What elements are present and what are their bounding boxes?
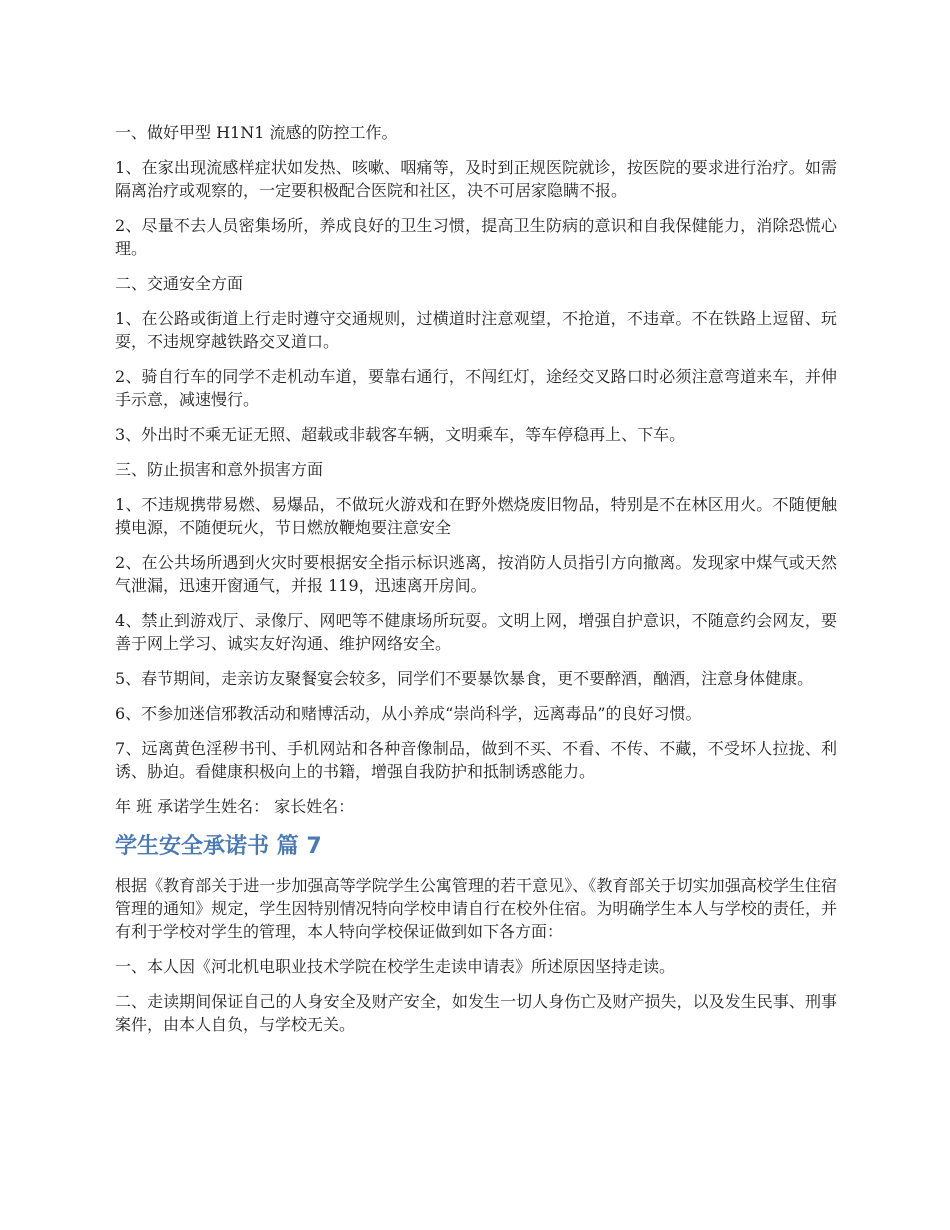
paragraph: 二、交通安全方面 bbox=[115, 274, 244, 293]
paragraph: 1、在公路或街道上行走时遵守交通规则，过横道时注意观望，不抢道，不违章。不在铁路上逗留、玩耍，不违规穿越铁路交叉道口。 bbox=[115, 309, 837, 351]
signature-line bbox=[115, 795, 837, 818]
paragraph: 二、走读期间保证自己的人身安全及财产安全，如发生一切人身伤亡及财产损失，以及发生民事、刑事案件，由本人自负，与学校无关。 bbox=[115, 992, 837, 1034]
paragraph: 2、在公共场所遇到火灾时要根据安全指示标识逃离，按消防人员指引方向撤离。发现家中煤气或天然气泄漏，迅速开窗通气，并报 119，迅速离开房间。 bbox=[115, 553, 837, 595]
section-heading: 学生安全承诺书 篇 7 bbox=[115, 834, 322, 859]
paragraph: 一、做好甲型 H1N1 流感的防控工作。 bbox=[115, 123, 398, 142]
paragraph: 7、远离黄色淫秽书刊、手机网站和各种音像制品，做到不买、不看、不传、不藏，不受坏人拉拢、利诱、胁迫。看健康积极向上的书籍，增强自我防护和抵制诱惑能力。 bbox=[115, 739, 837, 781]
paragraph: 一、本人因《河北机电职业技术学院在校学生走读申请表》所述原因坚持走读。 bbox=[115, 957, 676, 976]
paragraph: 1、不违规携带易燃、易爆品，不做玩火游戏和在野外燃烧废旧物品，特别是不在林区用火。不随便触摸电源，不随便玩火，节日燃放鞭炮要注意安全 bbox=[115, 495, 837, 537]
paragraph: 三、防止损害和意外损害方面 bbox=[115, 460, 324, 479]
document-page bbox=[115, 121, 837, 1048]
paragraph: 2、骑自行车的同学不走机动车道，要靠右通行，不闯红灯，途经交叉路口时必须注意弯道来车，并伸手示意，减速慢行。 bbox=[115, 367, 837, 409]
paragraph: 1、在家出现流感样症状如发热、咳嗽、咽痛等，及时到正规医院就诊，按医院的要求进行治疗。如需隔离治疗或观察的，一定要积极配合医院和社区，决不可居家隐瞒不报。 bbox=[115, 158, 837, 200]
paragraph: 2、尽量不去人员密集场所，养成良好的卫生习惯，提高卫生防病的意识和自我保健能力，消除恐慌心理。 bbox=[115, 216, 837, 258]
paragraph: 5、春节期间，走亲访友聚餐宴会较多，同学们不要暴饮暴食，更不要醉酒，酗酒，注意身体健康。 bbox=[115, 669, 814, 688]
signature-line-text: 年 班 承诺学生姓名： 家长姓名： bbox=[115, 797, 355, 816]
paragraph: 6、不参加迷信邪教活动和赌博活动，从小养成“崇尚科学，远离毒品”的良好习惯。 bbox=[115, 704, 702, 723]
paragraph: 根据《教育部关于进一步加强高等学院学生公寓管理的若干意见》、《教育部关于切实加强高校学生住宿管理的通知》规定，学生因特别情况特向学校申请自行在校外住宿。为明确学生本人与学校的责任，并有利于学校对学生的管理，本人特向学校保证做到如下各方面： bbox=[115, 876, 837, 941]
paragraph: 3、外出时不乘无证无照、超载或非载客车辆，文明乘车，等车停稳再上、下车。 bbox=[115, 425, 686, 444]
paragraph: 4、禁止到游戏厅、录像厅、网吧等不健康场所玩耍。文明上网，增强自护意识，不随意约会网友，要善于网上学习、诚实友好沟通、维护网络安全。 bbox=[115, 611, 837, 653]
